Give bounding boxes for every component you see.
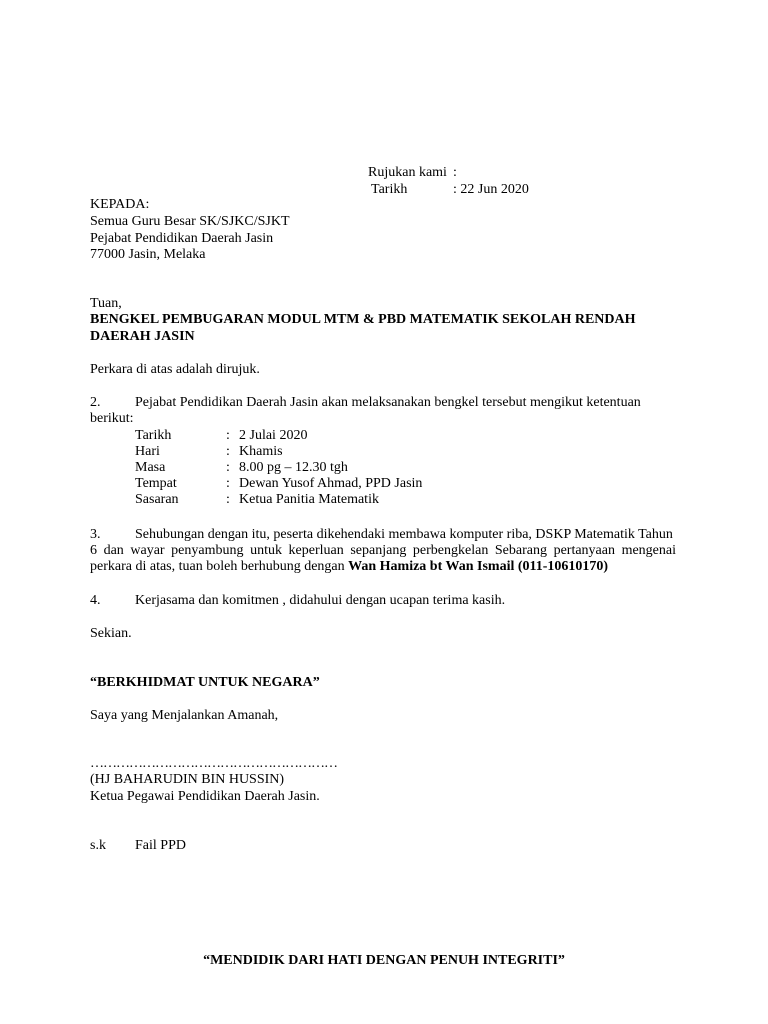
- signatory-title: Ketua Pegawai Pendidikan Daerah Jasin.: [90, 789, 320, 804]
- detail-value: Dewan Yusof Ahmad, PPD Jasin: [239, 476, 423, 491]
- signatory-name: (HJ BAHARUDIN BIN HUSSIN): [90, 772, 285, 787]
- detail-value: Ketua Panitia Matematik: [239, 492, 379, 507]
- closing: Sekian.: [90, 626, 132, 641]
- recipient-heading: KEPADA:: [90, 197, 150, 212]
- recipient-line: Semua Guru Besar SK/SJKC/SJKT: [90, 214, 290, 229]
- detail-label: Tempat: [135, 476, 177, 491]
- cc-label: s.k: [90, 838, 106, 853]
- detail-label: Hari: [135, 444, 160, 459]
- detail-value: 8.00 pg – 12.30 tgh: [239, 460, 348, 475]
- paragraph-3-line: Sehubungan dengan itu, peserta dikehendaki membawa komputer riba, DSKP Matematik Tahun: [135, 527, 673, 542]
- contact-person: Wan Hamiza bt Wan Ismail (011-10610170): [348, 559, 609, 574]
- signature-line: …………………………………………………: [90, 756, 337, 771]
- reference-colon: :: [453, 165, 457, 180]
- salutation: Tuan,: [90, 296, 122, 311]
- paragraph-2-line: Pejabat Pendidikan Daerah Jasin akan melaksanakan bengkel tersebut mengikut ketentuan: [135, 395, 641, 410]
- paragraph-3-line: [90, 559, 608, 575]
- date-value: : 22 Jun 2020: [453, 182, 529, 197]
- paragraph-number: 4.: [90, 593, 101, 608]
- date-label: Tarikh: [371, 182, 408, 197]
- trust-line: Saya yang Menjalankan Amanah,: [90, 708, 279, 723]
- motto: “BERKHIDMAT UNTUK NEGARA”: [90, 675, 320, 690]
- cc-value: Fail PPD: [135, 838, 186, 853]
- paragraph-3-line: 6 dan wayar penyambung untuk keperluan sepanjang perbengkelan Sebarang pertanyaan mengenai: [90, 543, 676, 558]
- recipient-line: 77000 Jasin, Melaka: [90, 247, 206, 262]
- paragraph-2-line: berikut:: [90, 411, 134, 426]
- subject-line: DAERAH JASIN: [90, 329, 195, 344]
- detail-label: Sasaran: [135, 492, 179, 507]
- footer-motto: “MENDIDIK DARI HATI DENGAN PENUH INTEGRITI”: [203, 953, 565, 968]
- detail-colon: :: [226, 476, 230, 491]
- paragraph-1: Perkara di atas adalah dirujuk.: [90, 362, 260, 377]
- detail-colon: :: [226, 492, 230, 507]
- paragraph-4: Kerjasama dan komitmen , didahului dengan ucapan terima kasih.: [135, 593, 506, 608]
- detail-label: Tarikh: [135, 428, 172, 443]
- recipient-line: Pejabat Pendidikan Daerah Jasin: [90, 231, 274, 246]
- details-list: [0, 428, 768, 510]
- detail-colon: :: [226, 460, 230, 475]
- detail-value: 2 Julai 2020: [239, 428, 308, 443]
- paragraph-number: 3.: [90, 527, 101, 542]
- detail-colon: :: [226, 444, 230, 459]
- detail-label: Masa: [135, 460, 166, 475]
- reference-label: Rujukan kami: [368, 165, 447, 180]
- subject-line: BENGKEL PEMBUGARAN MODUL MTM & PBD MATEMATIK SEKOLAH RENDAH: [90, 312, 636, 327]
- paragraph-number: 2.: [90, 395, 101, 410]
- detail-value: Khamis: [239, 444, 283, 459]
- paragraph-3-text: perkara di atas, tuan boleh berhubung dengan: [90, 559, 349, 574]
- detail-colon: :: [226, 428, 230, 443]
